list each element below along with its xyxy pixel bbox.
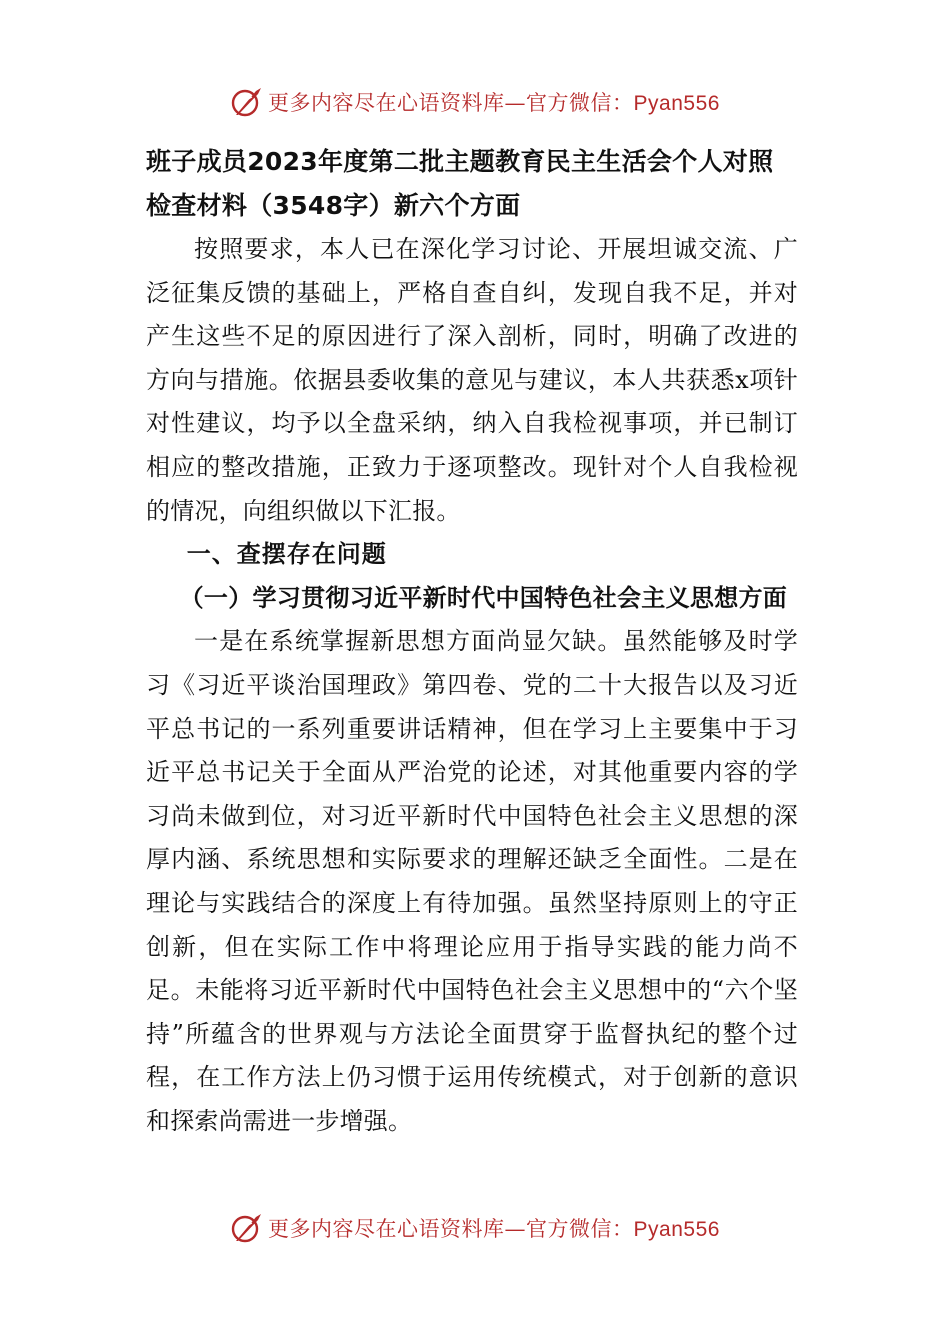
watermark-text: 更多内容尽在心语资料库—官方微信：Pyan556	[268, 1217, 720, 1241]
watermark-text: 更多内容尽在心语资料库—官方微信：Pyan556	[268, 91, 720, 115]
document-body	[146, 140, 798, 1143]
footer-watermark	[0, 1208, 950, 1248]
quill-pen-logo-icon	[230, 1211, 264, 1245]
intro-paragraph: 按照要求，本人已在深化学习讨论、开展坦诚交流、广泛征集反馈的基础上，严格自查自纠，发现自我不足，并对产生这些不足的原因进行了深入剖析，同时，明确了改进的方向与措施。依据县委收集的意见与建议，本人共获悉x项针对性建议，均予以全盘采纳，纳入自我检视事项，并已制订相应的整改措施，正致力于逐项整改。现针对个人自我检视的情况，向组织做以下汇报。	[146, 235, 798, 525]
document-title: 班子成员2023年度第二批主题教育民主生活会个人对照检查材料（3548字）新六个方面	[146, 147, 774, 220]
watermark-wechat-id: Pyan556	[633, 92, 720, 115]
section-heading-1: 一、查摆存在问题	[186, 540, 387, 569]
header-watermark	[0, 82, 950, 122]
subsection-heading-1: （一）学习贯彻习近平新时代中国特色社会主义思想方面	[179, 583, 788, 612]
quill-pen-logo-icon	[230, 85, 264, 119]
subsection-1-paragraph: 一是在系统掌握新思想方面尚显欠缺。虽然能够及时学习《习近平谈治国理政》第四卷、党的二十大报告以及习近平总书记的一系列重要讲话精神，但在学习上主要集中于习近平总书记关于全面从严治党的论述，对其他重要内容的学习尚未做到位，对习近平新时代中国特色社会主义思想的深厚内涵、系统思想和实际要求的理解还缺乏全面性。二是在理论与实践结合的深度上有待加强。虽然坚持原则上的守正创新，但在实际工作中将理论应用于指导实践的能力尚不足。未能将习近平新时代中国特色社会主义思想中的“六个坚持”所蕴含的世界观与方法论全面贯穿于监督执纪的整个过程，在工作方法上仍习惯于运用传统模式，对于创新的意识和探索尚需进一步增强。	[146, 627, 798, 1135]
watermark-wechat-id: Pyan556	[633, 1218, 720, 1241]
